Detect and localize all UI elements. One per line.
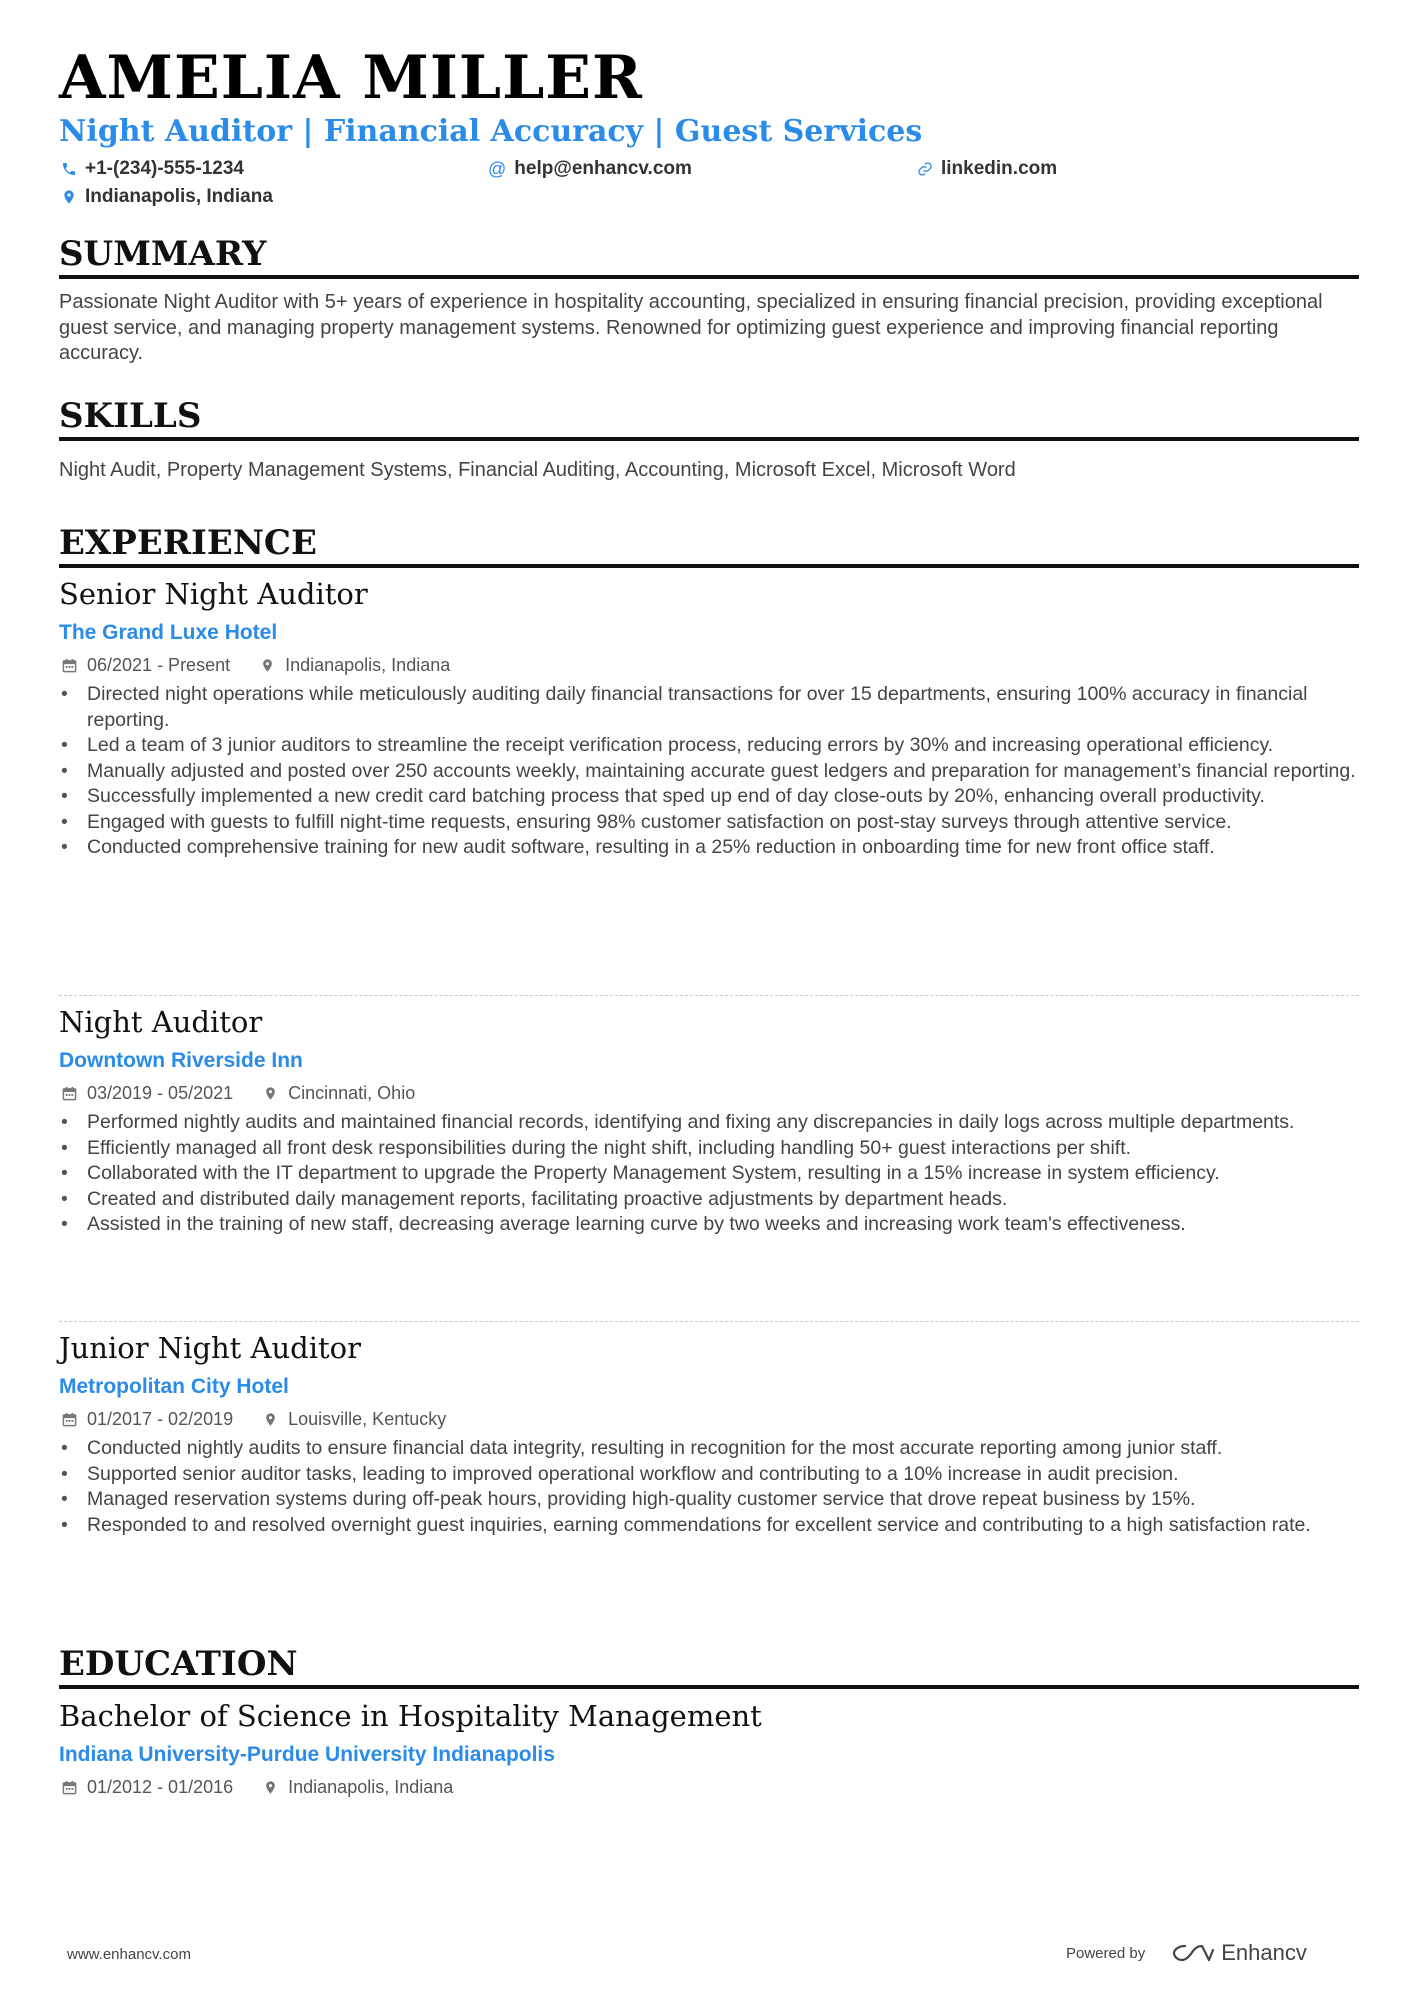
- calendar-icon: [62, 658, 77, 673]
- job-meta: [62, 656, 450, 674]
- job-dates: 03/2019 - 05/2021: [87, 1083, 234, 1103]
- list-item: • Collaborated with the IT department to upgrade the Property Management System, resulting in a 15% increase in system efficiency.: [59, 1161, 1359, 1187]
- job-role: Junior Night Auditor: [59, 1331, 361, 1365]
- list-item: • Efficiently managed all front desk responsibilities during the night shift, including handling 50+ guest interactions per shift.: [59, 1136, 1359, 1162]
- powered-by-label: Powered by: [1066, 1944, 1146, 1962]
- list-item: • Managed reservation systems during off-peak hours, providing high-quality customer service that drove repeat business by 15%.: [59, 1487, 1359, 1513]
- job-dates: 06/2021 - Present: [87, 655, 231, 675]
- list-item: • Successfully implemented a new credit card batching process that sped up end of day close-outs by 20%, enhancing overall productivity.: [59, 784, 1359, 810]
- link-icon: [917, 161, 933, 177]
- job-divider: [59, 1321, 1359, 1322]
- education-degree: Bachelor of Science in Hospitality Management: [59, 1699, 762, 1733]
- location-pin-icon: [263, 1780, 278, 1795]
- education-meta: [62, 1778, 453, 1796]
- job-location: Louisville, Kentucky: [288, 1409, 447, 1429]
- candidate-name: AMELIA MILLER: [59, 43, 643, 113]
- calendar-icon: [62, 1412, 77, 1427]
- footer-website[interactable]: www.enhancv.com: [67, 1946, 191, 1963]
- job-location: Indianapolis, Indiana: [285, 655, 451, 675]
- job-dates: 01/2017 - 02/2019: [87, 1409, 234, 1429]
- job-bullets: [59, 1436, 1359, 1538]
- brand-name: Enhancv: [1221, 1940, 1307, 1965]
- enhancv-logo-icon: [1171, 1942, 1215, 1964]
- job-bullets: [59, 682, 1359, 861]
- email-text[interactable]: help@enhancv.com: [514, 158, 692, 179]
- list-item: • Supported senior auditor tasks, leading to improved operational workflow and contributing to a 10% increase in audit precision.: [59, 1462, 1359, 1488]
- phone-text: +1-(234)-555-1234: [85, 158, 244, 179]
- calendar-icon: [62, 1780, 77, 1795]
- headline: Night Auditor | Financial Accuracy | Guest Services: [59, 114, 923, 149]
- list-item: • Led a team of 3 junior auditors to streamline the receipt verification process, reducing errors by 30% and increasing operational efficiency.: [59, 733, 1359, 759]
- skills-heading: SKILLS: [59, 398, 1359, 441]
- job-company: Downtown Riverside Inn: [59, 1049, 303, 1072]
- phone-icon: [61, 161, 77, 177]
- list-item: • Engaged with guests to fulfill night-time requests, ensuring 98% customer satisfaction on post-stay surveys through attentive service.: [59, 810, 1359, 836]
- job-company: The Grand Luxe Hotel: [59, 621, 278, 644]
- job-role: Senior Night Auditor: [59, 577, 368, 611]
- contact-phone: [61, 158, 244, 180]
- job-location: Cincinnati, Ohio: [288, 1083, 416, 1103]
- list-item: • Performed nightly audits and maintained financial records, identifying and fixing any discrepancies in daily logs across multiple departments.: [59, 1110, 1359, 1136]
- location-pin-icon: [263, 1086, 278, 1101]
- experience-heading: EXPERIENCE: [59, 525, 1359, 568]
- list-item: • Responded to and resolved overnight guest inquiries, earning commendations for excellent service and contributing to a high satisfaction rate.: [59, 1513, 1359, 1539]
- education-school: Indiana University-Purdue University Indianapolis: [59, 1743, 555, 1766]
- education-heading: EDUCATION: [59, 1646, 1359, 1689]
- linkedin-text[interactable]: linkedin.com: [941, 158, 1058, 179]
- list-item: • Directed night operations while meticulously auditing daily financial transactions for over 15 departments, ensuring 100% accuracy in financial reporting.: [59, 682, 1359, 733]
- contact-location: [61, 186, 273, 208]
- calendar-icon: [62, 1086, 77, 1101]
- job-bullets: [59, 1110, 1359, 1238]
- list-item: • Assisted in the training of new staff, decreasing average learning curve by two weeks and increasing work team's effectiveness.: [59, 1212, 1359, 1238]
- footer-branding: [1066, 1940, 1307, 1966]
- location-pin-icon: [260, 658, 275, 673]
- location-pin-icon: [61, 189, 77, 205]
- location-text: Indianapolis, Indiana: [85, 186, 273, 207]
- list-item: • Conducted comprehensive training for new audit software, resulting in a 25% reduction in onboarding time for new front office staff.: [59, 835, 1359, 861]
- list-item: • Conducted nightly audits to ensure financial data integrity, resulting in recognition for the most accurate reporting among junior staff.: [59, 1436, 1359, 1462]
- education-location: Indianapolis, Indiana: [288, 1777, 454, 1797]
- skills-text: Night Audit, Property Management Systems, Financial Auditing, Accounting, Microsoft Excel, Microsoft Word: [59, 459, 1016, 481]
- contact-linkedin: [917, 158, 1057, 180]
- job-company: Metropolitan City Hotel: [59, 1375, 289, 1398]
- summary-text: Passionate Night Auditor with 5+ years of experience in hospitality accounting, specialized in ensuring financial precision, providing exceptional guest service, and managing property management systems. Renowned for optimizing guest experience and improving financial reporting accuracy.: [59, 291, 1323, 364]
- education-dates: 01/2012 - 01/2016: [87, 1777, 234, 1797]
- list-item: • Manually adjusted and posted over 250 accounts weekly, maintaining accurate guest ledgers and preparation for management’s financial reporting.: [59, 759, 1359, 785]
- contact-email: [488, 158, 692, 180]
- location-pin-icon: [263, 1412, 278, 1427]
- summary-heading: SUMMARY: [59, 236, 1359, 279]
- enhancv-logo[interactable]: [1171, 1940, 1307, 1966]
- job-meta: [62, 1410, 446, 1428]
- at-icon: @: [488, 158, 507, 179]
- job-divider: [59, 995, 1359, 996]
- job-role: Night Auditor: [59, 1005, 263, 1039]
- list-item: • Created and distributed daily management reports, facilitating proactive adjustments by department heads.: [59, 1187, 1359, 1213]
- job-meta: [62, 1084, 415, 1102]
